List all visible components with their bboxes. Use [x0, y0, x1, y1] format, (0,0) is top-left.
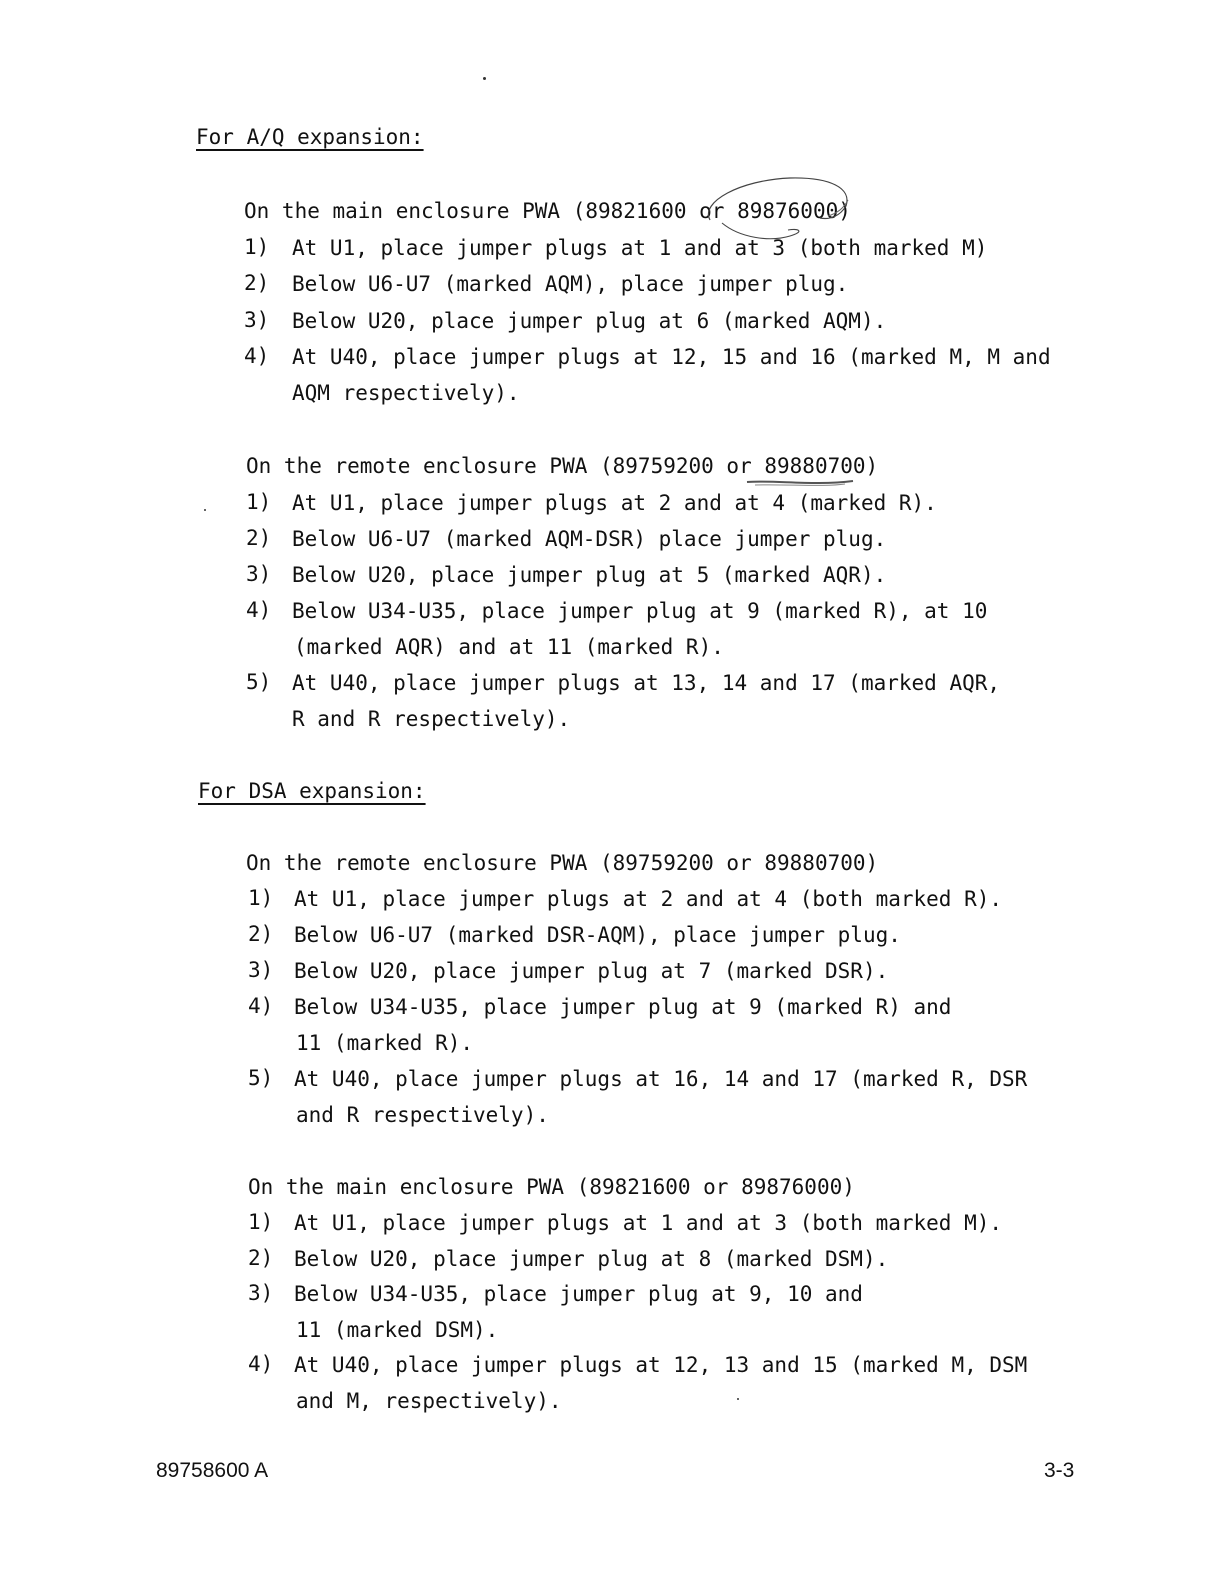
step-text-continued: and M, respectively).: [296, 1389, 562, 1413]
step-text: Below U20, place jumper plug at 8 (marked DSM).: [294, 1247, 889, 1271]
step-text: Below U6-U7 (marked AQM), place jumper plug.: [292, 272, 849, 296]
step-text: Below U20, place jumper plug at 6 (marked AQM).: [292, 309, 887, 333]
step-text: At U40, place jumper plugs at 16, 14 and 17 (marked R, DSR: [294, 1067, 1028, 1091]
step-number: 4): [246, 598, 272, 622]
step-number: 3): [246, 562, 272, 586]
handwritten-underline-mark: [745, 476, 865, 490]
step-number: 1): [246, 490, 272, 514]
step-text-continued: (marked AQR) and at 11 (marked R).: [294, 635, 724, 659]
step-number: 2): [248, 1246, 274, 1270]
step-text-continued: 11 (marked DSM).: [296, 1318, 499, 1342]
step-text: At U1, place jumper plugs at 2 and at 4 (both marked R).: [294, 887, 1003, 911]
step-number: 3): [244, 308, 270, 332]
step-number: 2): [246, 526, 272, 550]
step-text: At U40, place jumper plugs at 12, 15 and 16 (marked M, M and: [292, 345, 1051, 369]
step-text: At U1, place jumper plugs at 2 and at 4 (marked R).: [292, 491, 937, 515]
step-text-continued: AQM respectively).: [292, 381, 520, 405]
step-number: 5): [246, 670, 272, 694]
document-number: 89758600 A: [156, 1459, 269, 1482]
step-text: Below U6-U7 (marked DSR-AQM), place jumper plug.: [294, 923, 901, 947]
step-number: 2): [248, 922, 274, 946]
dsa-heading: For DSA expansion:: [198, 779, 426, 803]
step-number: 3): [248, 958, 274, 982]
page-number: 3-3: [1044, 1459, 1075, 1482]
step-number: 4): [248, 994, 274, 1018]
step-number: 1): [248, 886, 274, 910]
scan-speck: [204, 509, 206, 511]
aq-main-intro: On the main enclosure PWA (89821600 or 89876000): [244, 199, 851, 223]
step-text-continued: 11 (marked R).: [296, 1031, 474, 1055]
step-number: 1): [244, 235, 270, 259]
step-text-continued: R and R respectively).: [292, 707, 571, 731]
step-text: Below U20, place jumper plug at 5 (marked AQR).: [292, 563, 887, 587]
step-text: Below U20, place jumper plug at 7 (marked DSR).: [294, 959, 889, 983]
step-text: Below U34-U35, place jumper plug at 9 (marked R) and: [294, 995, 952, 1019]
step-text: Below U34-U35, place jumper plug at 9, 10 and: [294, 1282, 863, 1306]
step-text: At U40, place jumper plugs at 13, 14 and 17 (marked AQR,: [292, 671, 1001, 695]
scan-speck: [737, 1398, 739, 1400]
step-text: At U1, place jumper plugs at 1 and at 3 (both marked M): [292, 236, 988, 260]
step-number: 5): [248, 1066, 274, 1090]
aq-heading: For A/Q expansion:: [196, 125, 424, 149]
dsa-remote-intro: On the remote enclosure PWA (89759200 or 89880700): [246, 851, 879, 875]
scan-speck: [483, 77, 486, 80]
aq-remote-intro: On the remote enclosure PWA (89759200 or 89880700): [246, 454, 879, 478]
step-text: Below U34-U35, place jumper plug at 9 (marked R), at 10: [292, 599, 988, 623]
step-number: 3): [248, 1281, 274, 1305]
step-text-continued: and R respectively).: [296, 1103, 549, 1127]
step-number: 4): [244, 344, 270, 368]
step-text: At U40, place jumper plugs at 12, 13 and 15 (marked M, DSM: [294, 1353, 1028, 1377]
step-number: 1): [248, 1210, 274, 1234]
handwritten-circle-mark: [680, 168, 870, 258]
step-number: 2): [244, 271, 270, 295]
dsa-main-intro: On the main enclosure PWA (89821600 or 89876000): [248, 1175, 855, 1199]
step-text: Below U6-U7 (marked AQM-DSR) place jumper plug.: [292, 527, 887, 551]
step-text: At U1, place jumper plugs at 1 and at 3 (both marked M).: [294, 1211, 1003, 1235]
step-number: 4): [248, 1352, 274, 1376]
